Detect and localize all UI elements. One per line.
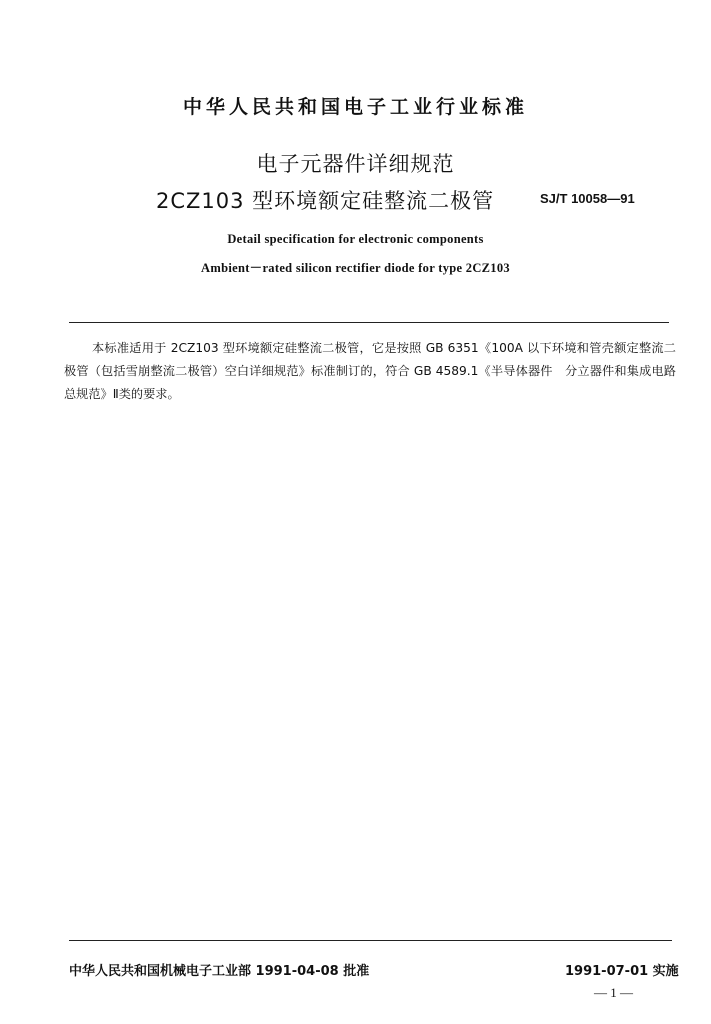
title-english-line-1: Detail specification for electronic components <box>227 232 484 246</box>
title-chinese-line-2: 2CZ103 型环境额定硅整流二极管 <box>156 189 495 213</box>
issuing-authority-header: 中华人民共和国电子工业行业标准 <box>182 96 528 118</box>
scope-paragraph: 本标准适用于 2CZ103 型环境额定硅整流二极管，它是按照 GB 6351《100A 以下环境和管壳额定整流二极管（包括雪崩整流二极管）空白详细规范》标准制订的，符合 GB 4589.1《半导体器件 分立器件和集成电路总规范》Ⅱ类的要求。 <box>64 341 676 401</box>
standard-number: SJ/T 10058—91 <box>540 191 635 206</box>
title-english-line-2: Ambient－rated silicon rectifier diode for type 2CZ103 <box>201 261 510 275</box>
effective-date: 1991-07-01 实施 <box>565 964 679 979</box>
top-divider <box>69 322 669 323</box>
approval-statement: 中华人民共和国机械电子工业部 1991-04-08 批准 <box>69 964 370 979</box>
title-chinese-line-1: 电子元器件详细规范 <box>256 152 455 176</box>
page-number: — 1 — <box>594 985 633 1000</box>
footer-divider <box>69 940 672 941</box>
